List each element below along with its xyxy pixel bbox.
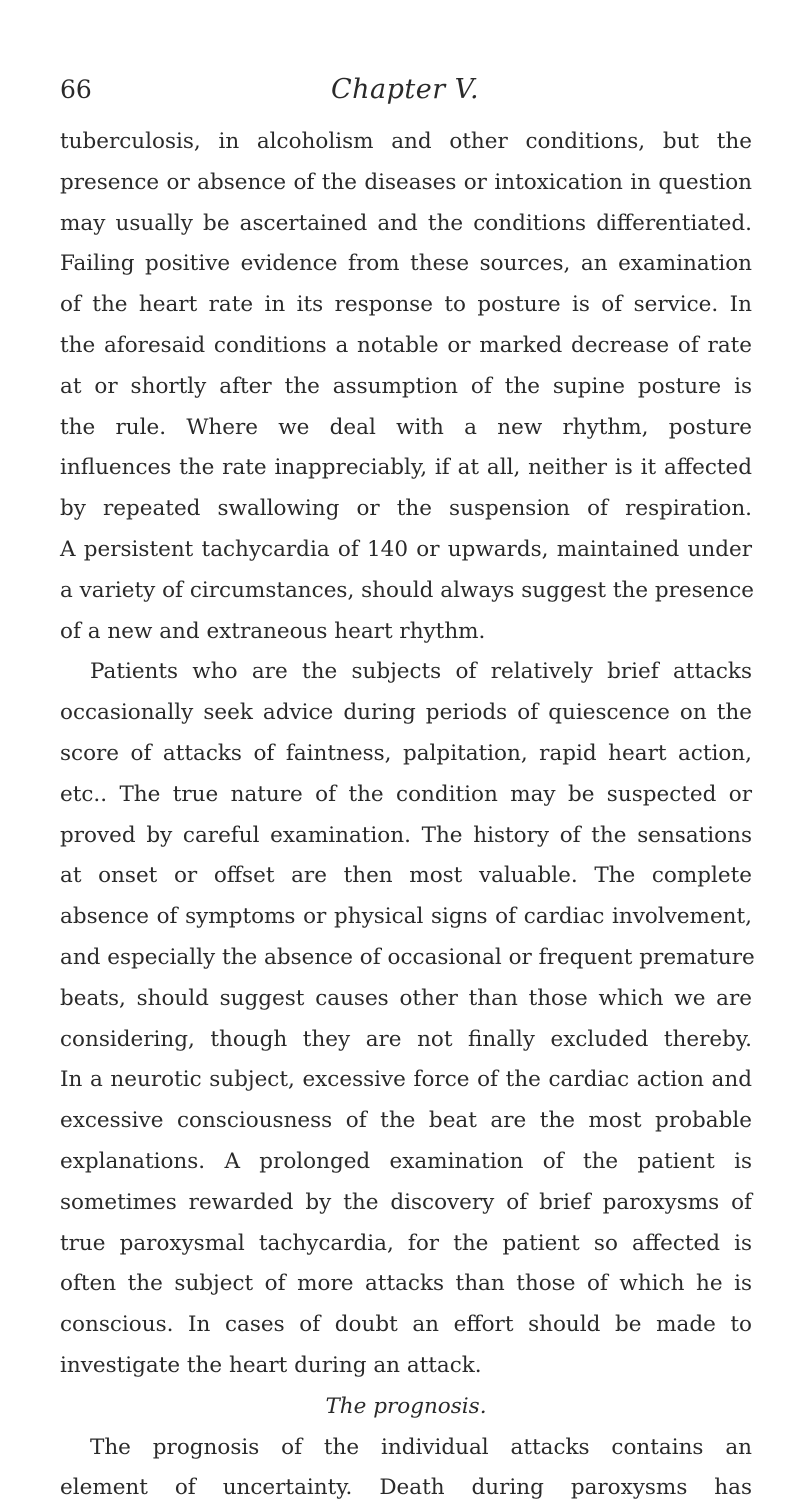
text-line: may usually be ascertained and the conditions differentiated. xyxy=(60,210,752,236)
text-line: the aforesaid conditions a notable or marked decrease of rate xyxy=(60,332,752,358)
text-line: In a neurotic subject, excessive force of the cardiac action and xyxy=(60,1067,752,1093)
text-line: of the heart rate in its response to posture is of service. In xyxy=(60,292,752,318)
text-line: the rule. Where we deal with a new rhythm, posture xyxy=(60,414,752,440)
page-number: 66 xyxy=(60,75,92,104)
page-header xyxy=(60,72,750,108)
text-line: a variety of circumstances, should always suggest the presence xyxy=(60,577,755,603)
text-line: by repeated swallowing or the suspension of respiration. xyxy=(60,496,752,522)
text-line: etc.. The true nature of the condition may be suspected or xyxy=(60,781,752,807)
text-line: score of attacks of faintness, palpitation, rapid heart action, xyxy=(60,740,752,766)
text-line: A persistent tachycardia of 140 or upwards, maintained under xyxy=(60,536,752,562)
text-line: excessive consciousness of the beat are the most probable xyxy=(60,1108,752,1134)
text-line: Failing positive evidence from these sources, an examination xyxy=(60,251,752,277)
text-line: often the subject of more attacks than those of which he is xyxy=(60,1271,752,1297)
text-line: proved by careful examination. The history of the sensations xyxy=(60,822,752,848)
text-line: at onset or offset are then most valuable. The complete xyxy=(60,863,752,889)
text-line: of a new and extraneous heart rhythm. xyxy=(60,618,486,644)
text-line: sometimes rewarded by the discovery of brief paroxysms of xyxy=(60,1189,752,1215)
text-line: absence of symptoms or physical signs of cardiac involvement, xyxy=(60,904,752,930)
text-line: occasionally seek advice during periods of quiescence on the xyxy=(60,700,752,726)
text-line: element of uncertainty. Death during paroxysms has xyxy=(60,1475,752,1501)
body-text xyxy=(60,122,755,1509)
text-line: considering, though they are not finally excluded thereby. xyxy=(60,1026,752,1052)
text-line: investigate the heart during an attack. xyxy=(60,1352,482,1378)
text-line: conscious. In cases of doubt an effort should be made to xyxy=(60,1312,752,1338)
text-line: beats, should suggest causes other than those which we are xyxy=(60,985,752,1011)
paragraph-start-line: The prognosis of the individual attacks contains an xyxy=(90,1434,752,1460)
paragraph-start-line: Patients who are the subjects of relatively brief attacks xyxy=(90,659,752,685)
text-line: explanations. A prolonged examination of the patient is xyxy=(60,1148,752,1174)
section-heading: The prognosis. xyxy=(325,1393,487,1419)
text-line: tuberculosis, in alcoholism and other conditions, but the xyxy=(60,129,752,154)
running-title: Chapter V. xyxy=(330,74,480,105)
text-line: and especially the absence of occasional or frequent premature xyxy=(60,944,755,970)
text-line: presence or absence of the diseases or intoxication in question xyxy=(60,169,752,195)
text-line: true paroxysmal tachycardia, for the patient so affected is xyxy=(60,1230,752,1256)
text-line: at or shortly after the assumption of the supine posture is xyxy=(60,373,752,399)
text-line: influences the rate inappreciably, if at all, neither is it affected xyxy=(60,455,752,481)
